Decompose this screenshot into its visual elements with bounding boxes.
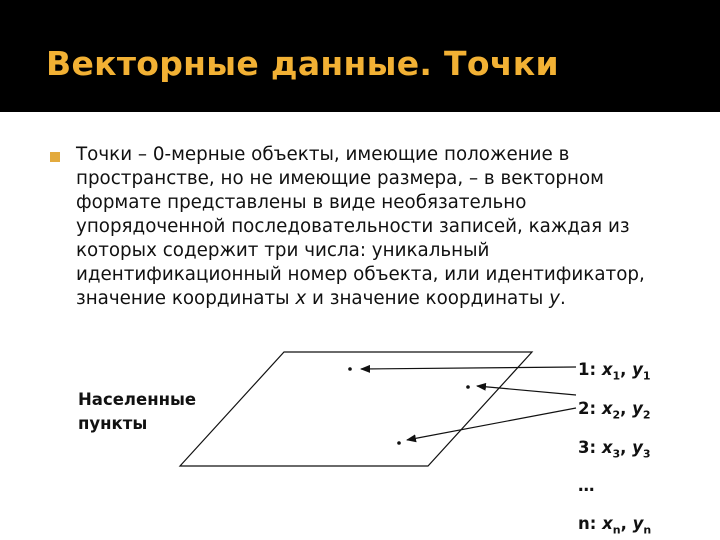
point-1 <box>348 367 352 371</box>
record-x-sub: 1 <box>612 369 621 383</box>
point-2 <box>466 385 470 389</box>
record-x: x <box>602 514 613 533</box>
slide-title: Векторные данные. Точки <box>46 44 559 83</box>
settlements-label-line1: Населенные <box>78 390 197 409</box>
record-y-sub: n <box>643 523 652 537</box>
record-x-sub: 3 <box>612 447 621 461</box>
settlements-label <box>78 388 196 436</box>
record-comma: , <box>620 438 633 457</box>
coord-record-3 <box>578 438 651 460</box>
record-id: 1 <box>578 360 590 379</box>
record-comma: , <box>620 360 633 379</box>
record-id: 3 <box>578 438 590 457</box>
arrow-3 <box>407 408 576 440</box>
record-x: x <box>601 360 613 379</box>
record-y-sub: 2 <box>642 408 651 422</box>
record-y-sub: 1 <box>642 369 651 383</box>
record-sep: : <box>589 514 603 533</box>
record-sep: : <box>589 438 602 457</box>
record-comma: , <box>620 514 633 533</box>
plane-parallelogram <box>180 352 532 466</box>
record-comma: , <box>620 399 633 418</box>
record-y: y <box>632 360 643 379</box>
record-sep: : <box>589 399 602 418</box>
record-y-sub: 3 <box>642 447 651 461</box>
bullet-var-y: y <box>549 288 560 309</box>
bullet-var-x: x <box>295 288 307 309</box>
bullet-text-part2: и значение координаты <box>306 288 550 309</box>
record-x-sub: n <box>612 523 621 537</box>
settlements-label-line2: пункты <box>78 414 148 433</box>
coord-ellipsis: … <box>578 476 595 495</box>
record-sep: : <box>589 360 602 379</box>
record-y: y <box>632 399 643 418</box>
record-y: y <box>632 514 644 533</box>
arrow-1 <box>361 367 576 369</box>
point-3 <box>397 441 401 445</box>
bullet-text-part1: Точки – 0-мерные объекты, имеющие положение в пространстве, но не имеющие размера, – в векторном формате представлены в виде необязательно упорядоченной последовательности записей, каждая из которых содержит три числа: уникальный идентификационный номер объекта, или идентификатор, значение координаты <box>76 144 645 309</box>
arrow-2 <box>477 386 576 395</box>
record-y: y <box>632 438 643 457</box>
bullet-text-part3: . <box>559 288 566 309</box>
coord-record-1 <box>578 360 651 382</box>
record-x-sub: 2 <box>612 408 621 422</box>
record-id: n <box>578 514 590 533</box>
coord-record-2 <box>578 399 651 421</box>
record-id: 2 <box>578 399 590 418</box>
record-x: x <box>601 438 613 457</box>
coord-record-n <box>578 514 651 536</box>
record-x: x <box>601 399 613 418</box>
